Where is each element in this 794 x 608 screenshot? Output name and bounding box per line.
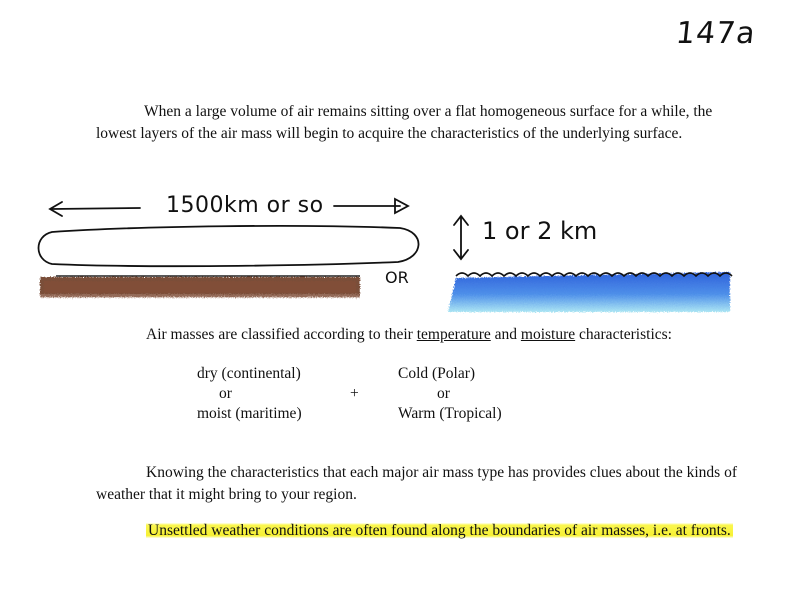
classification-text-middle: and: [490, 326, 521, 343]
left-arrow-icon: [50, 202, 140, 216]
moisture-or: or: [219, 385, 232, 402]
temperature-or: or: [437, 385, 450, 402]
classification-text-before: Air masses are classified according to their: [146, 326, 417, 343]
or-label: OR: [385, 268, 409, 287]
classification-text-after: characteristics:: [575, 326, 672, 343]
moisture-word: moisture: [520, 326, 576, 343]
vertical-arrow-icon: [454, 216, 468, 259]
fronts-highlight: Unsettled weather conditions are often found along the boundaries of air masses, i.e. at fronts.: [148, 522, 731, 539]
water-surface: [448, 272, 732, 312]
temperature-cold: Cold (Polar): [398, 365, 476, 382]
plus-sign: +: [350, 385, 359, 402]
air-mass-outline: [39, 226, 419, 266]
right-arrow-icon: [334, 199, 408, 213]
moisture-moist: moist (maritime): [197, 405, 302, 422]
land-surface: [40, 277, 360, 298]
intro-paragraph: When a large volume of air remains sitting over a flat homogeneous surface for a while, the lowest layers of the air mass will begin to acquire the characteristics of the underlying surface.: [96, 103, 713, 142]
clues-paragraph: Knowing the characteristics that each major air mass type has provides clues about the kinds of weather that it might bring to your region.: [96, 464, 737, 503]
temperature-warm: Warm (Tropical): [398, 405, 502, 422]
moisture-dry: dry (continental): [197, 365, 301, 382]
height-label: 1 or 2 km: [482, 217, 598, 245]
width-label: 1500km or so: [166, 193, 324, 218]
fronts-paragraph: [96, 520, 766, 542]
page-number: 147a: [674, 16, 758, 51]
temperature-word: temperature: [416, 326, 491, 343]
classification-paragraph: [146, 324, 766, 346]
